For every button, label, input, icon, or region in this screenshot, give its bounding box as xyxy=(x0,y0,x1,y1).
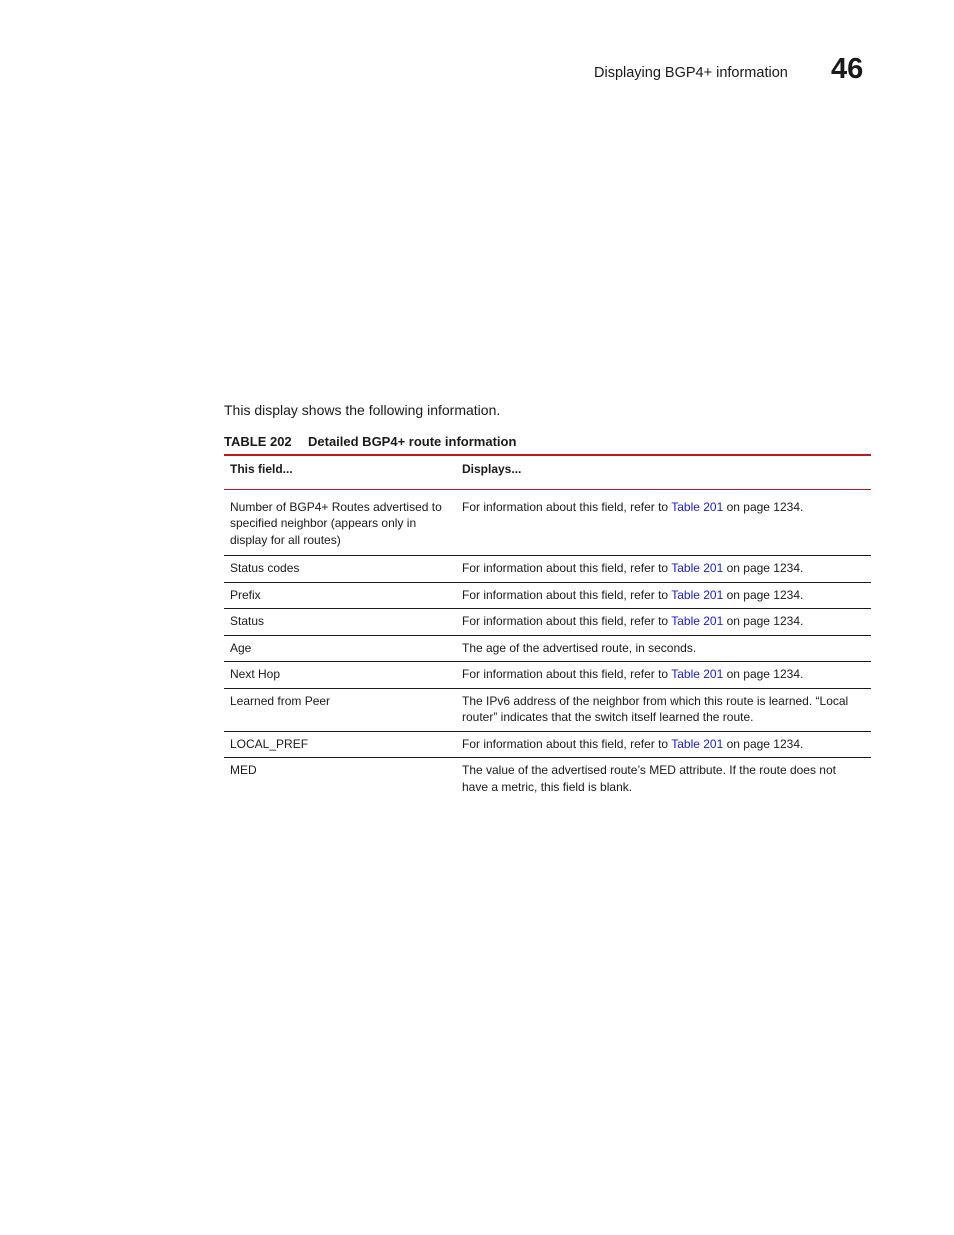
description-text-tail: on page 1234. xyxy=(723,587,804,602)
description-text-tail: on page 1234. xyxy=(723,614,804,628)
table-link[interactable]: Table 201 xyxy=(671,736,724,751)
table-row xyxy=(224,662,871,689)
description-text-tail: on page 1234. xyxy=(723,561,804,575)
table-link[interactable]: Table 201 xyxy=(671,561,724,575)
table-row xyxy=(224,556,871,583)
table-row xyxy=(224,731,871,758)
description-text: The IPv6 address of the neighbor from which this route is learned. “Local router” indicates that the switch itself learned the route. xyxy=(462,693,849,724)
table-row xyxy=(224,489,871,556)
table-header-row xyxy=(224,455,871,489)
description-text: The value of the advertised route’s MED attribute. If the route does not have a metric, this field is blank. xyxy=(462,763,836,794)
chapter-number: 46 xyxy=(831,53,864,85)
column-header-field: This field... xyxy=(224,455,456,489)
field-description-table xyxy=(224,454,871,800)
description-cell xyxy=(456,582,871,609)
table-caption xyxy=(224,434,516,449)
description-text-tail: on page 1234. xyxy=(723,736,804,751)
table-link[interactable]: Table 201 xyxy=(671,667,724,681)
description-text: For information about this field, refer to xyxy=(462,736,672,751)
table-caption-label: TABLE 202 xyxy=(224,434,292,449)
table-row xyxy=(224,635,871,662)
table-row xyxy=(224,758,871,801)
description-text: For information about this field, refer to xyxy=(462,499,672,514)
description-cell xyxy=(456,758,871,801)
table-row xyxy=(224,609,871,636)
table-caption-title: Detailed BGP4+ route information xyxy=(308,434,517,449)
field-cell: Number of BGP4+ Routes advertised to specified neighbor (appears only in display for all routes) xyxy=(224,489,456,556)
description-text: For information about this field, refer to xyxy=(462,614,672,628)
table-row xyxy=(224,582,871,609)
description-cell xyxy=(456,662,871,689)
description-text: The age of the advertised route, in seconds. xyxy=(462,640,697,655)
table-container xyxy=(224,454,871,800)
table-link[interactable]: Table 201 xyxy=(671,614,724,628)
field-cell: Status xyxy=(224,609,456,636)
description-text: For information about this field, refer to xyxy=(462,667,672,681)
description-text: For information about this field, refer to xyxy=(462,561,672,575)
description-text: For information about this field, refer to xyxy=(462,587,672,602)
intro-paragraph: This display shows the following information. xyxy=(224,402,501,418)
field-cell: MED xyxy=(230,763,257,777)
column-header-displays: Displays... xyxy=(456,455,871,489)
description-cell xyxy=(456,688,871,731)
field-cell: Age xyxy=(224,635,456,662)
field-cell: LOCAL_PREF xyxy=(224,731,456,758)
description-cell xyxy=(456,609,871,636)
field-cell: Learned from Peer xyxy=(224,688,456,731)
table-link[interactable]: Table 201 xyxy=(671,587,724,602)
description-text-tail: on page 1234. xyxy=(723,499,804,514)
description-cell xyxy=(456,731,871,758)
field-cell: Status codes xyxy=(224,556,456,583)
description-text-tail: on page 1234. xyxy=(723,667,804,681)
field-cell: Next Hop xyxy=(224,662,456,689)
table-link[interactable]: Table 201 xyxy=(671,499,724,514)
table-row xyxy=(224,688,871,731)
field-cell: Prefix xyxy=(224,582,456,609)
description-cell xyxy=(456,556,871,583)
description-cell xyxy=(456,635,871,662)
description-cell xyxy=(456,489,871,556)
running-header-title: Displaying BGP4+ information xyxy=(594,65,788,81)
